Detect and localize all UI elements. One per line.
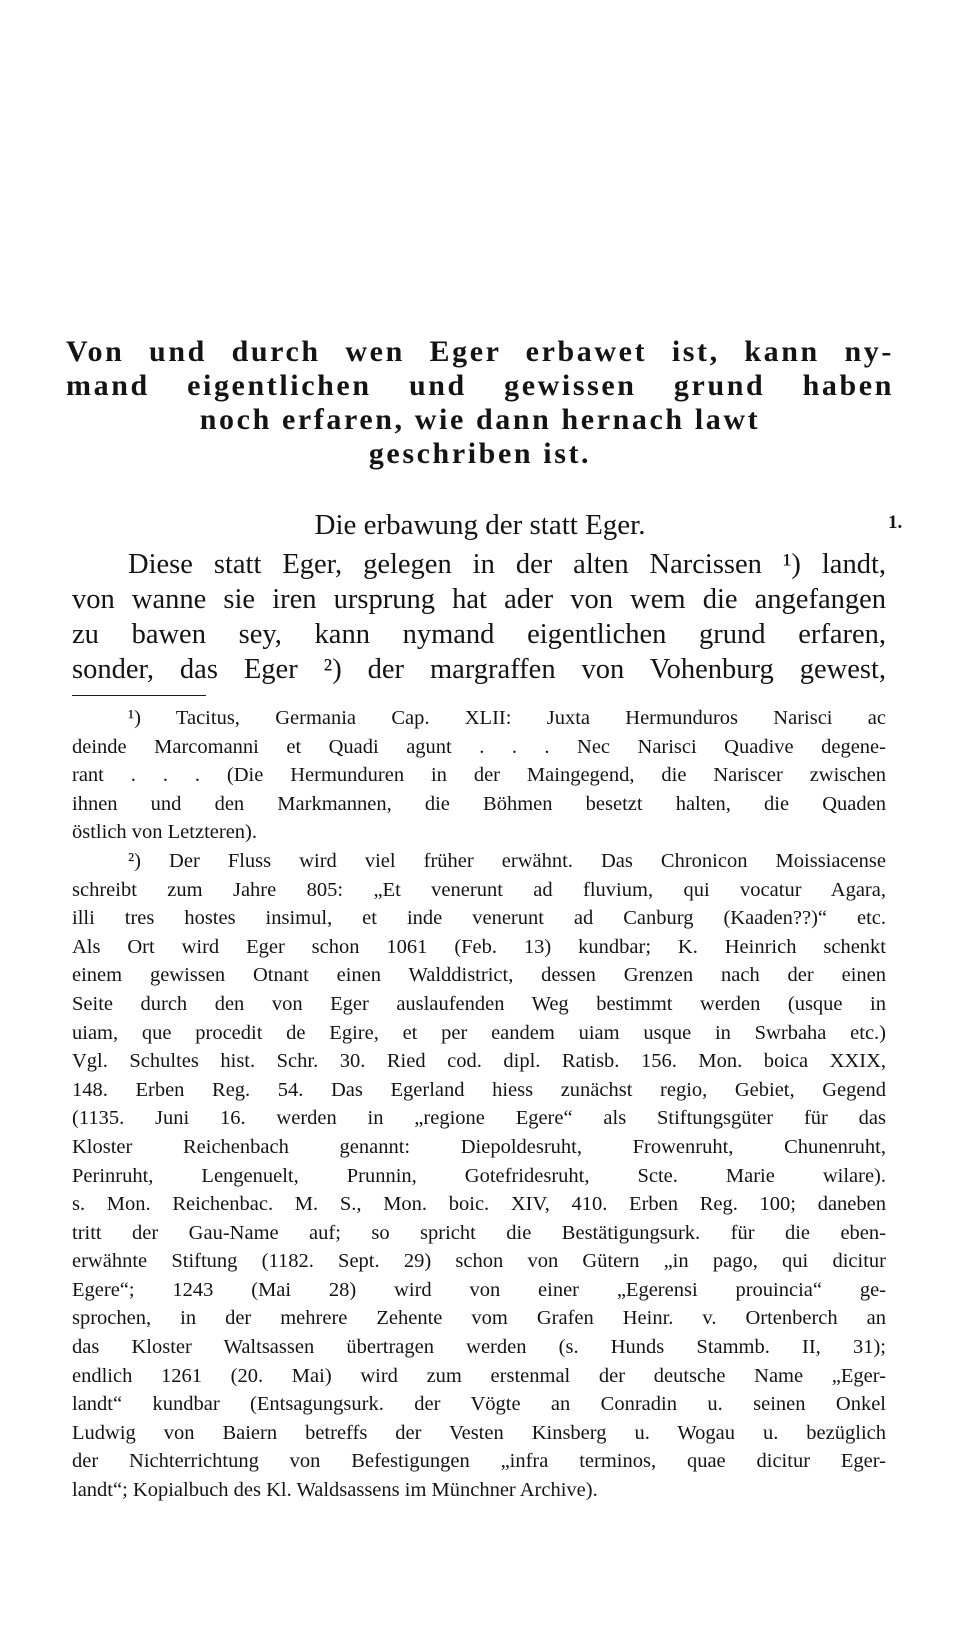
body-line: zu bawen sey, kann nymand eigentlichen grund erfaren,	[72, 619, 886, 650]
heading-line: noch erfaren, wie dann hernach lawt	[199, 403, 761, 436]
footnote-divider	[72, 695, 206, 696]
footnote-line: illi tres hostes insimul, et inde venerunt ad Canburg (Kaaden??)“ etc.	[72, 907, 886, 930]
footnote-line: sprochen, in der mehrere Zehente vom Grafen Heinr. v. Ortenberch an	[72, 1307, 886, 1330]
footnote-line: rant . . . (Die Hermunduren in der Maingegend, die Nariscer zwischen	[72, 764, 886, 787]
footnote-line: ihnen und den Markmannen, die Böhmen besetzt halten, die Quaden	[72, 792, 886, 815]
footnote-line: der Nichterrichtung von Befestigungen „infra terminos, quae dicitur Eger-	[72, 1450, 886, 1473]
heading-line: geschriben ist.	[368, 437, 592, 470]
body-paragraph	[72, 547, 886, 687]
footnote-line: östlich von Letzteren).	[72, 821, 258, 844]
footnote-line: ¹) Tacitus, Germania Cap. XLII: Juxta Hermunduros Narisci ac	[128, 707, 886, 729]
heading-line: mand eigentlichen und gewissen grund haben	[66, 369, 894, 402]
footnote-line: einem gewissen Otnant einen Walddistrict, dessen Grenzen nach der einen	[72, 964, 886, 987]
body-line: Diese statt Eger, gelegen in der alten Narcissen ¹) landt,	[128, 549, 886, 580]
footnote-line: Egere“; 1243 (Mai 28) wird von einer „Egerensi prouincia“ ge-	[72, 1278, 886, 1301]
footnote-line: Ludwig von Baiern betreffs der Vesten Kinsberg u. Wogau u. bezüglich	[72, 1421, 886, 1444]
footnote-line: Seite durch den von Eger auslaufenden Weg bestimmt werden (usque in	[72, 992, 886, 1015]
footnote-line: erwähnte Stiftung (1182. Sept. 29) schon von Gütern „in pago, qui dicitur	[72, 1250, 886, 1273]
footnote-line: Als Ort wird Eger schon 1061 (Feb. 13) kundbar; K. Heinrich schenkt	[72, 935, 886, 958]
margin-number: 1.	[888, 512, 903, 533]
footnote-line: Vgl. Schultes hist. Schr. 30. Ried cod. dipl. Ratisb. 156. Mon. boica XXIX,	[72, 1050, 886, 1073]
footnote-line: deinde Marcomanni et Quadi agunt . . . Nec Narisci Quadive degene-	[72, 735, 886, 758]
footnote-line: landt“; Kopialbuch des Kl. Waldsassens im Münchner Archive).	[72, 1479, 598, 1502]
footnote-line: 148. Erben Reg. 54. Das Egerland hiess zunächst regio, Gebiet, Gegend	[72, 1078, 886, 1101]
chapter-heading	[66, 335, 894, 471]
footnote-line: uiam, que procedit de Egire, et per eandem uiam usque in Swrbaha etc.)	[72, 1021, 886, 1044]
footnote-line: landt“ kundbar (Entsagungsurk. der Vögte an Conradin u. seinen Onkel	[72, 1393, 886, 1416]
section-title: Die erbawung der statt Eger.	[314, 509, 646, 541]
body-line: sonder, das Eger ²) der margraffen von Vohenburg gewest,	[72, 654, 886, 685]
footnotes	[72, 704, 886, 1505]
body-line: von wanne sie iren ursprung hat ader von wem die angefangen	[72, 584, 886, 615]
footnote-line: schreibt zum Jahre 805: „Et venerunt ad fluvium, qui vocatur Agara,	[72, 878, 886, 901]
heading-line: Von und durch wen Eger erbawet ist, kann ny-	[66, 335, 894, 368]
footnote-line: endlich 1261 (20. Mai) wird zum erstenmal der deutsche Name „Eger-	[72, 1364, 886, 1387]
footnote-line: das Kloster Waltsassen übertragen werden (s. Hunds Stammb. II, 31);	[72, 1336, 886, 1359]
footnote-line: Perinruht, Lengenuelt, Prunnin, Gotefridesruht, Scte. Marie wilare).	[72, 1164, 886, 1187]
footnote-line: Kloster Reichenbach genannt: Diepoldesruht, Frowenruht, Chunenruht,	[72, 1135, 886, 1158]
footnote-line: (1135. Juni 16. werden in „regione Egere“ als Stiftungsgüter für das	[72, 1107, 886, 1130]
footnote-line: ²) Der Fluss wird viel früher erwähnt. Das Chronicon Moissiacense	[128, 849, 886, 872]
footnote-line: s. Mon. Reichenbac. M. S., Mon. boic. XIV, 410. Erben Reg. 100; daneben	[72, 1193, 886, 1216]
footnote-line: tritt der Gau-Name auf; so spricht die Bestätigungsurk. für die eben-	[72, 1221, 886, 1244]
